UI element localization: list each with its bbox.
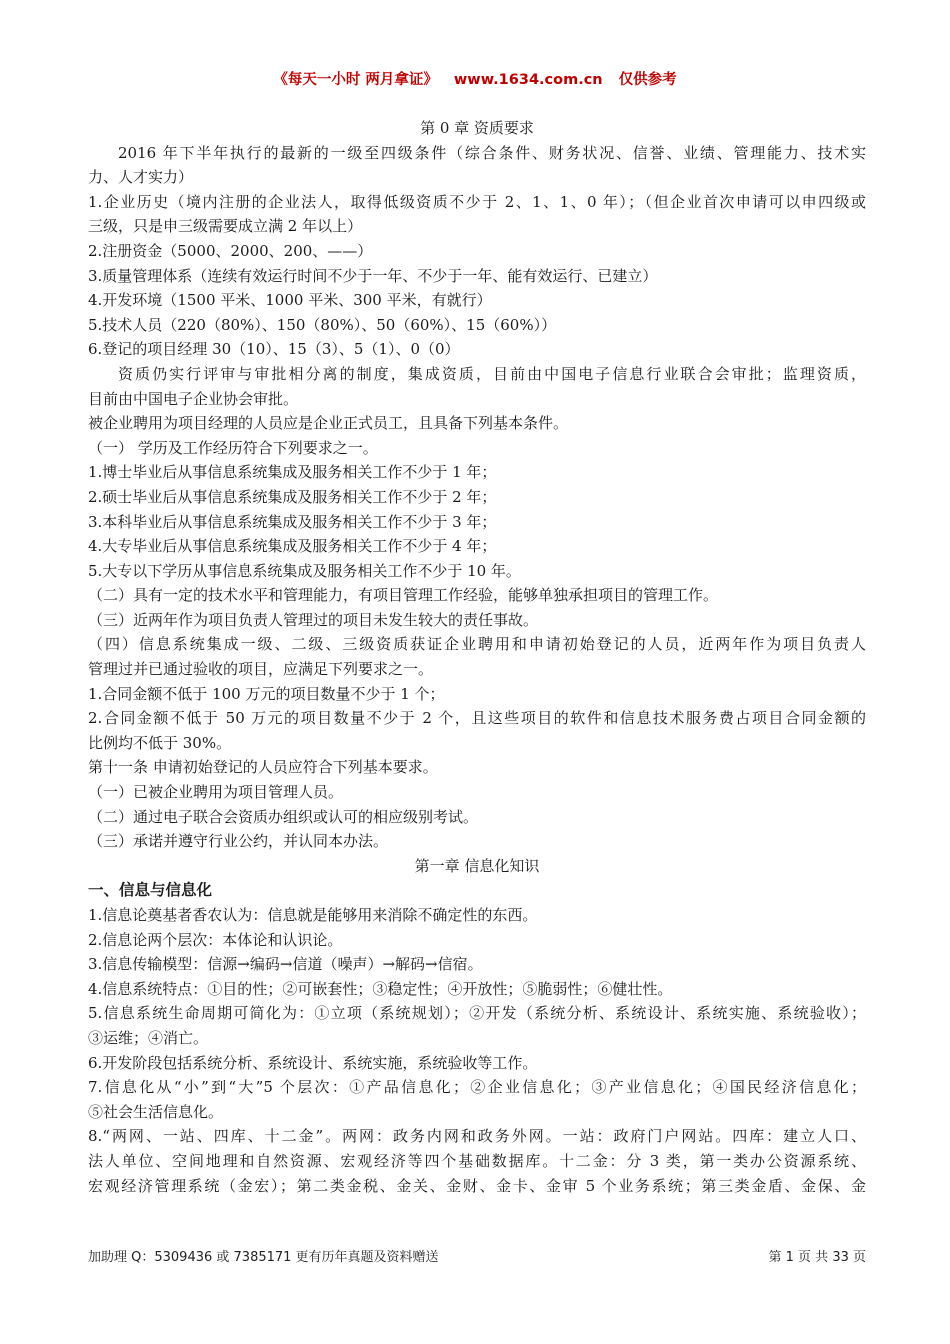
- paragraph-line: 法人单位、空间地理和自然资源、宏观经济等四个基础数据库。十二金：分 3 类，第一类办公资源系统、: [88, 1151, 866, 1170]
- paragraph-line: 7.信息化从“小”到“大”5 个层次：①产品信息化；②企业信息化；③产业信息化；④国民经济信息化；: [88, 1078, 866, 1097]
- header-title: 《每天一小时 两月拿证》: [273, 72, 438, 88]
- paragraph-line: 2.硕士毕业后从事信息系统集成及服务相关工作不少于 2 年；: [88, 487, 497, 506]
- paragraph-line: 2016 年下半年执行的最新的一级至四级条件（综合条件、财务状况、信誉、业绩、管理能力、技术实: [118, 143, 866, 162]
- paragraph-line: 1.合同金额不低于 100 万元的项目数量不少于 1 个；: [88, 684, 445, 703]
- paragraph-line: 力、人才实力）: [88, 168, 194, 187]
- paragraph-line: 宏观经济管理系统（金宏）；第二类金税、金关、金财、金卡、金审 5 个业务系统；第三类金盾、金保、金: [88, 1176, 866, 1195]
- paragraph-line: 1.博士毕业后从事信息系统集成及服务相关工作不少于 1 年；: [88, 463, 497, 482]
- paragraph-line: 管理过并已通过验收的项目，应满足下列要求之一。: [88, 660, 434, 679]
- paragraph-line: （三）承诺并遵守行业公约，并认同本办法。: [88, 832, 389, 851]
- paragraph-line: 目前由中国电子企业协会审批。: [88, 389, 299, 408]
- page-header: [0, 68, 950, 89]
- header-url[interactable]: www.1634.com.cn: [453, 72, 603, 88]
- document-body: [88, 116, 866, 1198]
- chapter-title: 第 0 章 资质要求: [420, 119, 534, 137]
- paragraph-line: 5.大专以下学历从事信息系统集成及服务相关工作不少于 10 年。: [88, 561, 521, 580]
- paragraph-line: 三级，只是申三级需要成立满 2 年以上）: [88, 217, 363, 236]
- paragraph-line: 1.信息论奠基者香农认为：信息就是能够用来消除不确定性的东西。: [88, 906, 538, 924]
- paragraph-line: （四）信息系统集成一级、二级、三级资质获证企业聘用和申请初始登记的人员，近两年作为项目负责人: [88, 635, 866, 654]
- paragraph-line: 2.信息论两个层次：本体论和认识论。: [88, 930, 343, 949]
- paragraph-line: 1.企业历史（境内注册的企业法人，取得低级资质不少于 2、1、1、0 年）；（但企业首次申请可以申四级或: [88, 192, 866, 211]
- header-note: 仅供参考: [618, 72, 677, 88]
- paragraph-line: 3.质量管理体系（连续有效运行时间不少于一年、不少于一年、能有效运行、已建立）: [88, 266, 658, 285]
- page-number: 第 1 页 共 33 页: [768, 1250, 866, 1265]
- paragraph-line: 5.技术人员（220（80%）、150（80%）、50（60%）、15（60%））: [88, 315, 557, 334]
- paragraph-line: 4.信息系统特点：①目的性；②可嵌套性；③稳定性；④开放性；⑤脆弱性；⑥健壮性。: [88, 979, 673, 998]
- paragraph-line: 8.“两网、一站、四库、十二金”。两网：政务内网和政务外网。一站：政府门户网站。四库：建立人口、: [88, 1127, 866, 1146]
- paragraph-line: 被企业聘用为项目经理的人员应是企业正式员工，且具备下列基本条件。: [88, 414, 569, 433]
- paragraph-line: （一）已被企业聘用为项目管理人员。: [88, 783, 344, 802]
- paragraph-line: 4.大专毕业后从事信息系统集成及服务相关工作不少于 4 年；: [88, 537, 497, 556]
- paragraph-line: 4.开发环境（1500 平米、1000 平米、300 平米，有就行）: [88, 291, 492, 310]
- paragraph-line: （二）通过电子联合会资质办组织或认可的相应级别考试。: [88, 807, 479, 826]
- paragraph-line: （二）具有一定的技术水平和管理能力，有项目管理工作经验，能够单独承担项目的管理工作。: [88, 586, 719, 605]
- paragraph-line: 3.信息传输模型：信源→编码→信道（噪声）→解码→信宿。: [88, 955, 483, 974]
- paragraph-line: 比例均不低于 30%。: [88, 733, 232, 752]
- footer-contact: 加助理 Q：5309436 或 7385171 更有历年真题及资料赠送: [88, 1250, 439, 1265]
- paragraph-line: 资质仍实行评审与审批相分离的制度，集成资质，目前由中国电子信息行业联合会审批；监理资质，: [118, 364, 866, 383]
- paragraph-line: 6.登记的项目经理 30（10）、15（3）、5（1）、0（0）: [88, 340, 460, 359]
- section-heading: 一、信息与信息化: [88, 881, 213, 900]
- paragraph-line: 3.本科毕业后从事信息系统集成及服务相关工作不少于 3 年；: [88, 512, 497, 531]
- paragraph-line: （三）近两年作为项目负责人管理过的项目未发生较大的责任事故。: [88, 610, 539, 629]
- paragraph-line: ⑤社会生活信息化。: [88, 1102, 224, 1121]
- paragraph-line: （一） 学历及工作经历符合下列要求之一。: [88, 438, 378, 457]
- paragraph-line: 5.信息系统生命周期可简化为：①立项（系统规划）；②开发（系统分析、系统设计、系统实施、系统验收）；: [88, 1004, 866, 1023]
- paragraph-line: ③运维；④消亡。: [88, 1028, 209, 1047]
- paragraph-line: 2.合同金额不低于 50 万元的项目数量不少于 2 个，且这些项目的软件和信息技术服务费占项目合同金额的: [88, 709, 866, 728]
- chapter-title: 第一章 信息化知识: [414, 856, 540, 875]
- paragraph-line: 第十一条 申请初始登记的人员应符合下列基本要求。: [88, 758, 438, 777]
- paragraph-line: 2.注册资金（5000、2000、200、——）: [88, 241, 373, 260]
- paragraph-line: 6.开发阶段包括系统分析、系统设计、系统实施，系统验收等工作。: [88, 1053, 538, 1072]
